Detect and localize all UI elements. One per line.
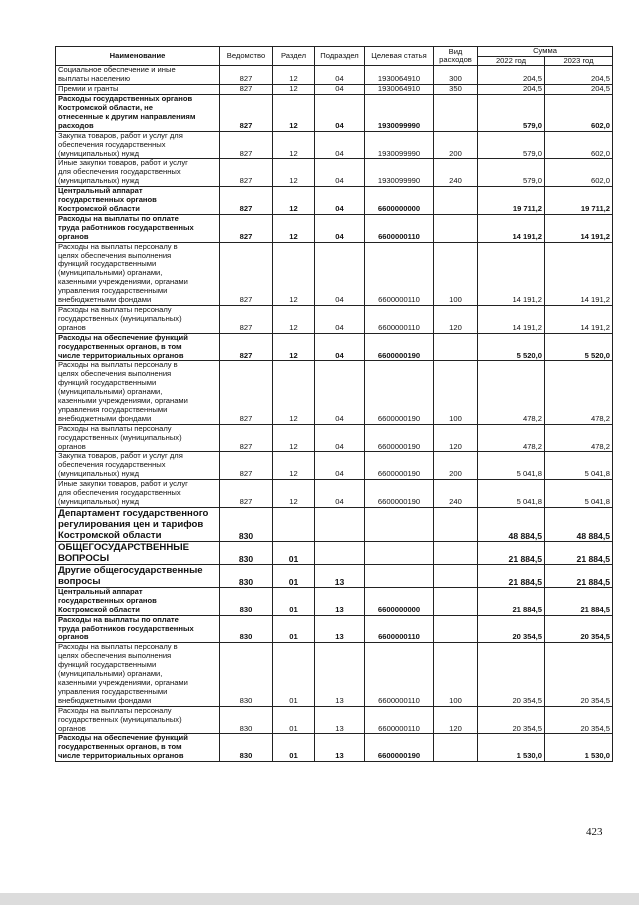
cell-subsection bbox=[315, 541, 365, 564]
cell-expense-type bbox=[434, 95, 478, 132]
cell-section: 12 bbox=[273, 305, 315, 333]
header-year-2022: 2022 год bbox=[478, 57, 545, 66]
cell-sum-2023: 1 530,0 bbox=[545, 734, 613, 762]
cell-section: 12 bbox=[273, 214, 315, 242]
cell-name: Расходы на выплаты по оплате труда работников государственных органов bbox=[56, 615, 220, 643]
cell-sum-2022: 14 191,2 bbox=[478, 305, 545, 333]
cell-sum-2022: 21 884,5 bbox=[478, 541, 545, 564]
cell-subsection: 13 bbox=[315, 564, 365, 587]
cell-target-article: 6600000190 bbox=[365, 361, 434, 424]
cell-department: 827 bbox=[220, 214, 273, 242]
cell-target-article: 1930064910 bbox=[365, 85, 434, 95]
cell-section: 12 bbox=[273, 159, 315, 187]
cell-section: 12 bbox=[273, 333, 315, 361]
cell-expense-type: 240 bbox=[434, 480, 478, 508]
cell-target-article: 6600000110 bbox=[365, 706, 434, 734]
cell-sum-2022: 14 191,2 bbox=[478, 214, 545, 242]
cell-name: Расходы на выплаты персоналу государственных (муниципальных) органов bbox=[56, 424, 220, 452]
cell-name: Социальное обеспечение и иные выплаты населению bbox=[56, 66, 220, 85]
cell-sum-2022: 5 041,8 bbox=[478, 452, 545, 480]
cell-department: 827 bbox=[220, 131, 273, 159]
cell-subsection: 04 bbox=[315, 187, 365, 215]
cell-target-article: 1930099990 bbox=[365, 131, 434, 159]
cell-sum-2022: 21 884,5 bbox=[478, 587, 545, 615]
table-row bbox=[56, 564, 613, 587]
cell-expense-type bbox=[434, 541, 478, 564]
cell-name: Расходы на выплаты персоналу в целях обеспечения выполнения функций государственными (муниципальными) органами, казенными учреждениями, органами управления государственными внебюджетными фондами bbox=[56, 643, 220, 706]
cell-sum-2022: 14 191,2 bbox=[478, 242, 545, 305]
header-year-2023: 2023 год bbox=[545, 57, 613, 66]
cell-name: Расходы на выплаты персоналу государственных (муниципальных) органов bbox=[56, 706, 220, 734]
cell-department: 827 bbox=[220, 480, 273, 508]
cell-subsection: 13 bbox=[315, 734, 365, 762]
cell-target-article bbox=[365, 541, 434, 564]
cell-sum-2023: 602,0 bbox=[545, 131, 613, 159]
cell-target-article: 6600000110 bbox=[365, 214, 434, 242]
cell-department: 827 bbox=[220, 305, 273, 333]
cell-target-article: 1930099990 bbox=[365, 159, 434, 187]
table-row bbox=[56, 480, 613, 508]
cell-department: 827 bbox=[220, 333, 273, 361]
budget-table bbox=[55, 46, 613, 762]
cell-target-article: 1930099990 bbox=[365, 95, 434, 132]
table-row bbox=[56, 242, 613, 305]
table-row bbox=[56, 541, 613, 564]
cell-sum-2022: 48 884,5 bbox=[478, 507, 545, 541]
table-header bbox=[56, 47, 613, 66]
cell-expense-type: 200 bbox=[434, 131, 478, 159]
cell-expense-type: 350 bbox=[434, 85, 478, 95]
cell-name: Расходы на обеспечение функций государственных органов, в том числе территориальных органов bbox=[56, 333, 220, 361]
header-name: Наименование bbox=[56, 47, 220, 66]
cell-name: Закупка товаров, работ и услуг для обеспечения государственных (муниципальных) нужд bbox=[56, 452, 220, 480]
cell-sum-2023: 602,0 bbox=[545, 95, 613, 132]
cell-target-article: 1930064910 bbox=[365, 66, 434, 85]
cell-target-article: 6600000110 bbox=[365, 643, 434, 706]
cell-sum-2023: 19 711,2 bbox=[545, 187, 613, 215]
table-body bbox=[56, 66, 613, 762]
cell-name: Другие общегосударственные вопросы bbox=[56, 564, 220, 587]
cell-section: 12 bbox=[273, 187, 315, 215]
cell-target-article: 6600000190 bbox=[365, 452, 434, 480]
cell-section: 01 bbox=[273, 706, 315, 734]
header-subsection: Подраздел bbox=[315, 47, 365, 66]
cell-sum-2022: 20 354,5 bbox=[478, 706, 545, 734]
cell-expense-type: 100 bbox=[434, 643, 478, 706]
cell-target-article bbox=[365, 564, 434, 587]
table-row bbox=[56, 706, 613, 734]
cell-section: 01 bbox=[273, 564, 315, 587]
cell-target-article: 6600000110 bbox=[365, 305, 434, 333]
cell-sum-2022: 204,5 bbox=[478, 85, 545, 95]
cell-section: 01 bbox=[273, 734, 315, 762]
cell-subsection: 04 bbox=[315, 131, 365, 159]
cell-section: 12 bbox=[273, 452, 315, 480]
table-row bbox=[56, 734, 613, 762]
cell-sum-2022: 21 884,5 bbox=[478, 564, 545, 587]
table-row bbox=[56, 507, 613, 541]
cell-subsection: 13 bbox=[315, 587, 365, 615]
cell-name: Расходы на выплаты по оплате труда работников государственных органов bbox=[56, 214, 220, 242]
cell-subsection: 04 bbox=[315, 95, 365, 132]
cell-expense-type: 300 bbox=[434, 66, 478, 85]
header-section: Раздел bbox=[273, 47, 315, 66]
cell-expense-type bbox=[434, 214, 478, 242]
cell-department: 827 bbox=[220, 95, 273, 132]
cell-expense-type bbox=[434, 615, 478, 643]
cell-department: 827 bbox=[220, 159, 273, 187]
cell-subsection: 04 bbox=[315, 85, 365, 95]
cell-sum-2023: 20 354,5 bbox=[545, 643, 613, 706]
cell-sum-2022: 204,5 bbox=[478, 66, 545, 85]
cell-target-article: 6600000190 bbox=[365, 480, 434, 508]
cell-sum-2023: 14 191,2 bbox=[545, 242, 613, 305]
cell-name: Закупка товаров, работ и услуг для обеспечения государственных (муниципальных) нужд bbox=[56, 131, 220, 159]
cell-sum-2022: 579,0 bbox=[478, 131, 545, 159]
cell-section: 12 bbox=[273, 242, 315, 305]
cell-department: 830 bbox=[220, 564, 273, 587]
cell-sum-2022: 19 711,2 bbox=[478, 187, 545, 215]
cell-expense-type bbox=[434, 734, 478, 762]
cell-sum-2023: 21 884,5 bbox=[545, 564, 613, 587]
table-row bbox=[56, 95, 613, 132]
cell-department: 827 bbox=[220, 361, 273, 424]
cell-sum-2022: 579,0 bbox=[478, 95, 545, 132]
cell-subsection: 13 bbox=[315, 643, 365, 706]
table-row bbox=[56, 159, 613, 187]
cell-section: 12 bbox=[273, 66, 315, 85]
cell-sum-2022: 5 520,0 bbox=[478, 333, 545, 361]
cell-subsection: 04 bbox=[315, 480, 365, 508]
cell-target-article: 6600000000 bbox=[365, 187, 434, 215]
cell-subsection: 04 bbox=[315, 242, 365, 305]
cell-section bbox=[273, 507, 315, 541]
cell-sum-2023: 20 354,5 bbox=[545, 706, 613, 734]
cell-department: 830 bbox=[220, 643, 273, 706]
cell-section: 12 bbox=[273, 480, 315, 508]
cell-target-article: 6600000110 bbox=[365, 615, 434, 643]
table-row bbox=[56, 615, 613, 643]
cell-sum-2022: 20 354,5 bbox=[478, 643, 545, 706]
cell-expense-type: 240 bbox=[434, 159, 478, 187]
cell-expense-type bbox=[434, 187, 478, 215]
table-row bbox=[56, 131, 613, 159]
cell-name: ОБЩЕГОСУДАРСТВЕННЫЕ ВОПРОСЫ bbox=[56, 541, 220, 564]
cell-target-article: 6600000190 bbox=[365, 424, 434, 452]
cell-department: 830 bbox=[220, 734, 273, 762]
cell-sum-2022: 478,2 bbox=[478, 424, 545, 452]
cell-sum-2022: 478,2 bbox=[478, 361, 545, 424]
cell-name: Центральный аппарат государственных органов Костромской области bbox=[56, 587, 220, 615]
cell-sum-2023: 204,5 bbox=[545, 85, 613, 95]
cell-department: 830 bbox=[220, 615, 273, 643]
page-number: 423 bbox=[586, 826, 603, 838]
cell-section: 12 bbox=[273, 361, 315, 424]
table-row bbox=[56, 333, 613, 361]
table-row bbox=[56, 305, 613, 333]
cell-name: Расходы на обеспечение функций государственных органов, в том числе территориальных органов bbox=[56, 734, 220, 762]
cell-section: 01 bbox=[273, 587, 315, 615]
cell-subsection: 04 bbox=[315, 66, 365, 85]
cell-sum-2023: 14 191,2 bbox=[545, 305, 613, 333]
cell-name: Иные закупки товаров, работ и услуг для обеспечения государственных (муниципальных) нужд bbox=[56, 159, 220, 187]
cell-department: 830 bbox=[220, 541, 273, 564]
cell-sum-2022: 20 354,5 bbox=[478, 615, 545, 643]
table-row bbox=[56, 587, 613, 615]
cell-sum-2023: 21 884,5 bbox=[545, 587, 613, 615]
header-department: Ведомство bbox=[220, 47, 273, 66]
cell-expense-type: 120 bbox=[434, 424, 478, 452]
cell-subsection: 04 bbox=[315, 305, 365, 333]
cell-sum-2023: 204,5 bbox=[545, 66, 613, 85]
cell-expense-type: 120 bbox=[434, 305, 478, 333]
cell-name: Департамент государственного регулирования цен и тарифов Костромской области bbox=[56, 507, 220, 541]
cell-expense-type bbox=[434, 587, 478, 615]
cell-section: 12 bbox=[273, 95, 315, 132]
cell-sum-2023: 478,2 bbox=[545, 424, 613, 452]
cell-target-article: 6600000110 bbox=[365, 242, 434, 305]
cell-sum-2023: 21 884,5 bbox=[545, 541, 613, 564]
cell-sum-2023: 602,0 bbox=[545, 159, 613, 187]
cell-section: 01 bbox=[273, 643, 315, 706]
table-row bbox=[56, 214, 613, 242]
cell-subsection: 13 bbox=[315, 706, 365, 734]
table-row bbox=[56, 66, 613, 85]
cell-subsection: 13 bbox=[315, 615, 365, 643]
cell-department: 827 bbox=[220, 424, 273, 452]
cell-subsection: 04 bbox=[315, 361, 365, 424]
header-sum: Сумма bbox=[478, 47, 613, 57]
cell-expense-type bbox=[434, 333, 478, 361]
cell-sum-2023: 14 191,2 bbox=[545, 214, 613, 242]
cell-sum-2023: 5 041,8 bbox=[545, 480, 613, 508]
cell-section: 12 bbox=[273, 424, 315, 452]
cell-sum-2023: 478,2 bbox=[545, 361, 613, 424]
table-row bbox=[56, 643, 613, 706]
cell-subsection: 04 bbox=[315, 424, 365, 452]
table-row bbox=[56, 361, 613, 424]
cell-sum-2023: 20 354,5 bbox=[545, 615, 613, 643]
cell-department: 827 bbox=[220, 85, 273, 95]
cell-expense-type: 100 bbox=[434, 242, 478, 305]
cell-expense-type bbox=[434, 564, 478, 587]
table-row bbox=[56, 187, 613, 215]
cell-name: Иные закупки товаров, работ и услуг для обеспечения государственных (муниципальных) нужд bbox=[56, 480, 220, 508]
cell-sum-2023: 48 884,5 bbox=[545, 507, 613, 541]
cell-sum-2023: 5 520,0 bbox=[545, 333, 613, 361]
cell-section: 01 bbox=[273, 541, 315, 564]
table-row bbox=[56, 85, 613, 95]
cell-subsection: 04 bbox=[315, 452, 365, 480]
cell-section: 12 bbox=[273, 85, 315, 95]
cell-sum-2022: 579,0 bbox=[478, 159, 545, 187]
cell-name: Премии и гранты bbox=[56, 85, 220, 95]
cell-name: Расходы государственных органов Костромской области, не отнесенные к другим направлениям расходов bbox=[56, 95, 220, 132]
cell-subsection: 04 bbox=[315, 214, 365, 242]
cell-target-article: 6600000000 bbox=[365, 587, 434, 615]
table-row bbox=[56, 452, 613, 480]
cell-name: Расходы на выплаты персоналу государственных (муниципальных) органов bbox=[56, 305, 220, 333]
header-target-article: Целевая статья bbox=[365, 47, 434, 66]
cell-department: 830 bbox=[220, 507, 273, 541]
cell-subsection: 04 bbox=[315, 333, 365, 361]
cell-target-article: 6600000190 bbox=[365, 734, 434, 762]
cell-section: 12 bbox=[273, 131, 315, 159]
scan-edge-strip bbox=[0, 893, 639, 905]
cell-department: 827 bbox=[220, 242, 273, 305]
cell-name: Центральный аппарат государственных органов Костромской области bbox=[56, 187, 220, 215]
cell-department: 827 bbox=[220, 452, 273, 480]
cell-department: 830 bbox=[220, 587, 273, 615]
cell-sum-2022: 1 530,0 bbox=[478, 734, 545, 762]
cell-expense-type: 100 bbox=[434, 361, 478, 424]
cell-section: 01 bbox=[273, 615, 315, 643]
cell-expense-type: 200 bbox=[434, 452, 478, 480]
cell-name: Расходы на выплаты персоналу в целях обеспечения выполнения функций государственными (муниципальными) органами, казенными учреждениями, органами управления государственными внебюджетными фондами bbox=[56, 242, 220, 305]
cell-target-article: 6600000190 bbox=[365, 333, 434, 361]
cell-department: 827 bbox=[220, 187, 273, 215]
cell-department: 830 bbox=[220, 706, 273, 734]
header-expense-type: Вид расходов bbox=[434, 47, 478, 66]
cell-department: 827 bbox=[220, 66, 273, 85]
cell-sum-2022: 5 041,8 bbox=[478, 480, 545, 508]
cell-expense-type bbox=[434, 507, 478, 541]
cell-name: Расходы на выплаты персоналу в целях обеспечения выполнения функций государственными (муниципальными) органами, казенными учреждениями, органами управления государственными внебюджетными фондами bbox=[56, 361, 220, 424]
cell-expense-type: 120 bbox=[434, 706, 478, 734]
table-row bbox=[56, 424, 613, 452]
cell-subsection bbox=[315, 507, 365, 541]
cell-sum-2023: 5 041,8 bbox=[545, 452, 613, 480]
cell-subsection: 04 bbox=[315, 159, 365, 187]
cell-target-article bbox=[365, 507, 434, 541]
